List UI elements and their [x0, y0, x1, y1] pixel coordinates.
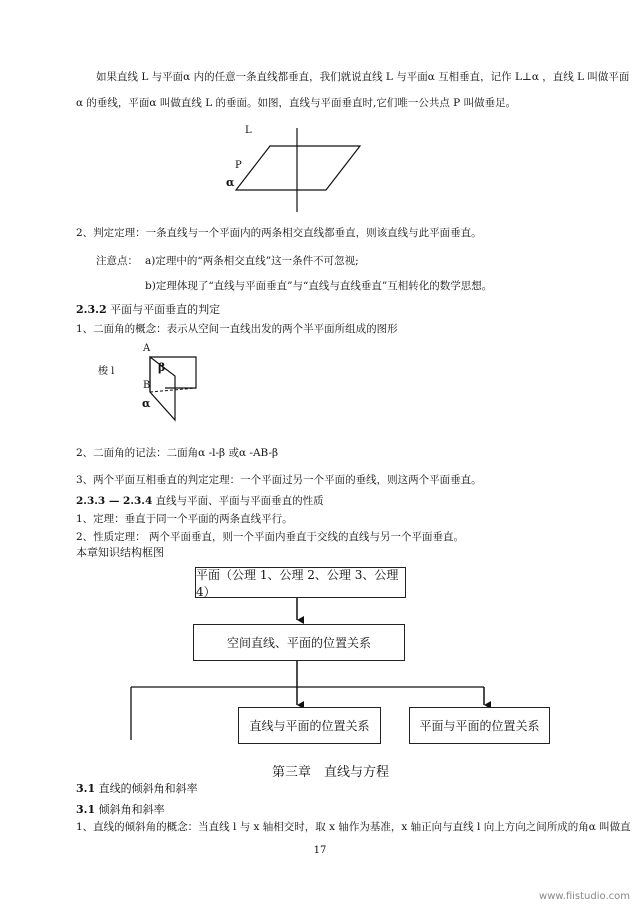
label-beta: β: [158, 361, 166, 374]
section-number: 2.3.2: [76, 303, 107, 316]
page-number: 17: [313, 845, 327, 856]
inclination-definition: 1、直线的倾斜角的概念：当直线 l 与 x 轴相交时，取 x 轴作为基准，x 轴正向与直线 l 向上方向之间所成的角α 叫做直: [76, 821, 631, 833]
flow-box-plane-axioms: 平面（公理 1、公理 2、公理 3、公理 4）: [195, 567, 406, 598]
note-a: a)定理中的“两条相交直线”这一条件不可忽视;: [145, 255, 359, 267]
label-L: L: [245, 125, 252, 136]
paragraph-line-1: 如果直线 L 与平面α 内的任意一条直线都垂直，我们就说直线 L 与平面α 互相垂直，记作 L⊥α ，直线 L 叫做平面: [96, 71, 630, 83]
dihedral-notation: 2、二面角的记法：二面角α -l-β 或α -AB-β: [76, 447, 279, 459]
chapter-title: 第三章 直线与方程: [272, 765, 390, 780]
label-A: A: [143, 343, 151, 354]
flow-box-line-plane: 直线与平面的位置关系: [238, 707, 381, 744]
label-alpha-2: α: [142, 397, 151, 410]
section-title: 直线与平面、平面与平面垂直的性质: [152, 495, 324, 507]
paragraph-line-2: α 的垂线，平面α 叫做直线 L 的垂面。如图，直线与平面垂直时,它们唯一公共点 P 叫做垂足。: [76, 97, 517, 109]
label-edge: 梭 l: [98, 366, 115, 377]
section-number: 2.3.3 — 2.3.4: [76, 495, 153, 507]
watermark: www.fiistudio.com: [539, 891, 630, 902]
section-title: 倾斜角和斜率: [95, 803, 165, 816]
section-number: 3.1: [76, 803, 96, 816]
dihedral-definition: 1、二面角的概念：表示从空间一直线出发的两个半平面所组成的图形: [76, 323, 398, 335]
section-title: 平面与平面垂直的判定: [106, 303, 221, 316]
chart-heading: 本章知识结构框图: [76, 546, 164, 559]
property-1: 1、定理：垂直于同一个平面的两条直线平行。: [76, 513, 293, 525]
note-b: b)定理体现了“直线与平面垂直”与“直线与直线垂直”互相转化的数学思想。: [145, 280, 493, 292]
plane-perpendicular-theorem: 3、两个平面互相垂直的判定定理：一个平面过另一个平面的垂线，则这两个平面垂直。: [76, 474, 482, 486]
section-title: 直线的倾斜角和斜率: [95, 782, 198, 795]
section-3-1-heading: [76, 782, 198, 796]
label-alpha: α: [226, 176, 235, 189]
property-2: 2、性质定理： 两个平面垂直，则一个平面内垂直于交线的直线与另一个平面垂直。: [76, 531, 465, 543]
flow-box-plane-plane: 平面与平面的位置关系: [409, 707, 550, 744]
label-B: B: [143, 380, 151, 391]
section-number: 3.1: [76, 782, 96, 795]
label-P: P: [235, 160, 242, 171]
flow-box-spatial-relations: 空间直线、平面的位置关系: [193, 624, 405, 661]
theorem-line-plane: 2、判定定理：一条直线与一个平面内的两条相交直线都垂直，则该直线与此平面垂直。: [76, 227, 482, 239]
section-3-1-subheading: [76, 803, 165, 817]
note-label: 注意点：: [96, 255, 138, 267]
